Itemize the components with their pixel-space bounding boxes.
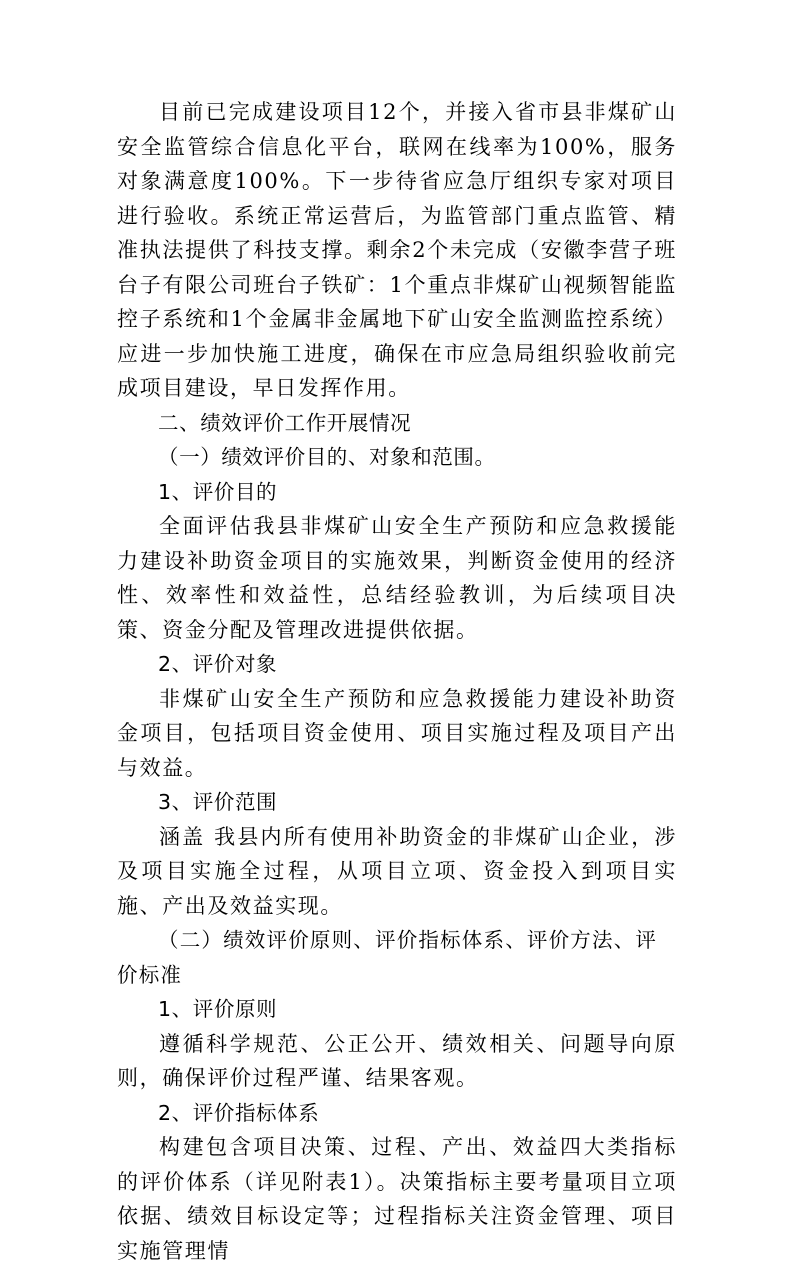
- item-heading-evaluation-purpose: 1、评价目的: [158, 479, 278, 504]
- item-heading-evaluation-scope: 3、评价范围: [158, 790, 278, 814]
- paragraph-evaluation-purpose: 全面评估我县非煤矿山安全生产预防和应急救援能力建设补助资金项目的实施效果，判断资金使用的经济性、效率性和效益性，总结经验教训，为后续项目决策、资金分配及管理改进提供依据。: [117, 514, 677, 642]
- item-heading-indicator-system: 2、评价指标体系: [158, 1100, 320, 1125]
- paragraph-evaluation-scope: 涵盖 我县内所有使用补助资金的非煤矿山企业，涉及项目实施全过程，从项目立项、资金投入到项目实施、产出及效益实现。: [117, 824, 677, 918]
- paragraph-indicator-system: 构建包含项目决策、过程、产出、效益四大类指标的评价体系（详见附表1）。决策指标主要考量项目立项依据、绩效目标设定等；过程指标关注资金管理、项目实施管理情: [117, 1135, 677, 1263]
- item-heading-evaluation-object: 2、评价对象: [158, 652, 278, 676]
- paragraph-evaluation-principle: 遵循科学规范、公正公开、绩效相关、问题导向原则，确保评价过程严谨、结果客观。: [117, 1031, 677, 1090]
- document-body: [117, 95, 677, 1268]
- item-heading-evaluation-principle: 1、评价原则: [158, 997, 278, 1021]
- paragraph-project-status: 目前已完成建设项目12个，并接入省市县非煤矿山安全监管综合信息化平台，联网在线率为100%，服务对象满意度100%。下一步待省应急厅组织专家对项目进行验收。系统正常运营后，为监管部门重点监管、精准执法提供了科技支撑。剩余2个未完成（安徽李营子班台子有限公司班台子铁矿：1个重点非煤矿山视频智能监控子系统和1个金属非金属地下矿山安全监测监控系统）应进一步加快施工进度，确保在市应急局组织验收前完成项目建设，早日发挥作用。: [117, 100, 677, 400]
- subsection-heading-principles-indicators-methods: （二）绩效评价原则、评价指标体系、评价方法、评价标准: [117, 928, 658, 987]
- paragraph-evaluation-object: 非煤矿山安全生产预防和应急救援能力建设补助资金项目，包括项目资金使用、项目实施过程及项目产出与效益。: [117, 686, 677, 780]
- subsection-heading-purpose-object-scope: （一）绩效评价目的、对象和范围。: [158, 445, 496, 469]
- section-heading-performance-evaluation: 二、绩效评价工作开展情况: [158, 410, 412, 435]
